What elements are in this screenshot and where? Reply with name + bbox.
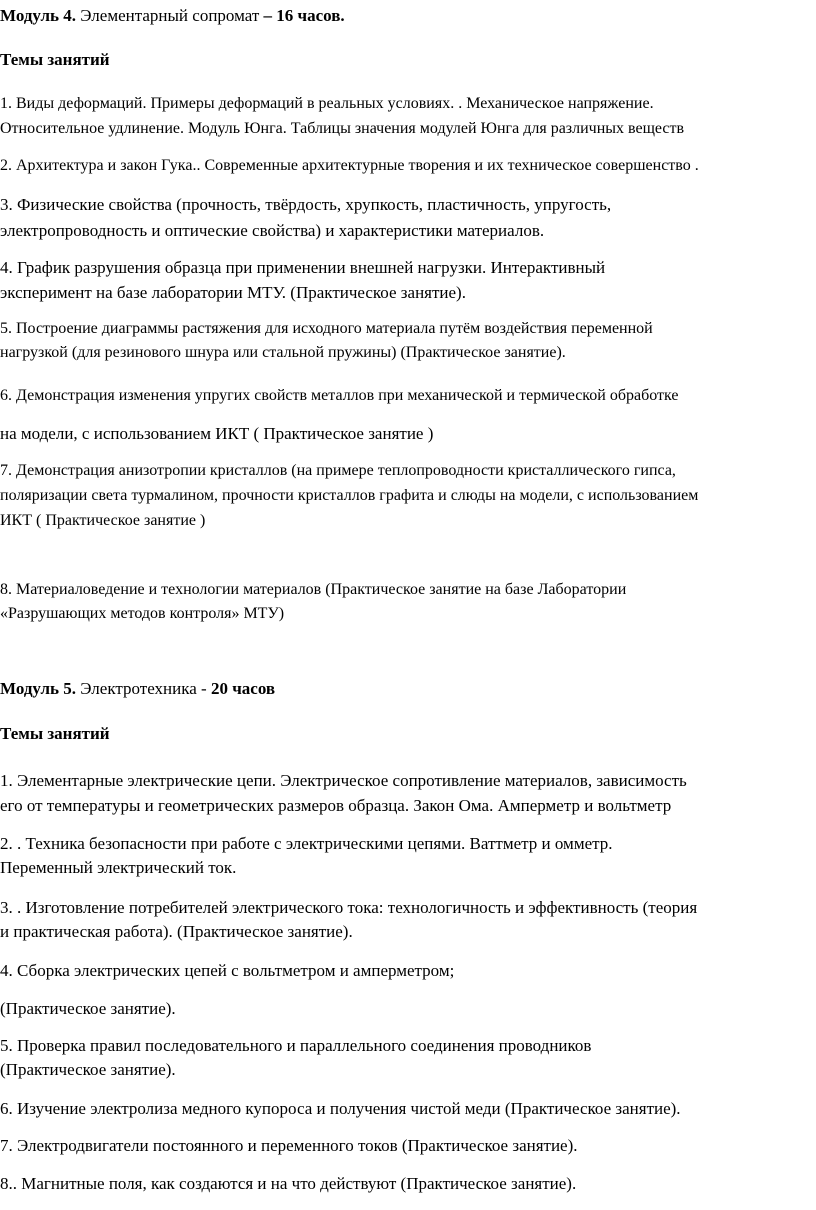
module4-title: Элементарный сопромат <box>76 6 264 25</box>
module4-topic-6-line-2: на модели, с использованием ИКТ ( Практическое занятие ) <box>0 424 434 443</box>
module5-hours: 20 часов <box>210 679 276 698</box>
module4-topic-4-line-2: эксперимент на базе лаборатории МТУ. (Практическое занятие). <box>0 283 466 302</box>
module4-hours: – 16 часов. <box>263 6 345 25</box>
module5-topic-6-line-1: 6. Изучение электролиза медного купороса и получения чистой меди (Практическое занятие). <box>0 1099 681 1118</box>
module5-topic-1-line-2: его от температуры и геометрических размеров образца. Закон Ома. Амперметр и вольтметр <box>0 796 672 815</box>
module5-topic-5-line-2: (Практическое занятие). <box>0 1060 176 1079</box>
module4-topic-4-line-1: 4. График разрушения образца при применении внешней нагрузки. Интерактивный <box>0 258 606 277</box>
module5-topic-2-line-2: Переменный электрический ток. <box>0 858 237 877</box>
module5-title: Электротехника - <box>76 679 211 698</box>
module4-topic-1-line-2: Относительное удлинение. Модуль Юнга. Таблицы значения модулей Юнга для различных веществ <box>0 120 685 137</box>
module4-topic-7-line-1: 7. Демонстрация анизотропии кристаллов (на примере теплопроводности кристаллического гипса, <box>0 462 676 479</box>
module5-topic-8-line-1: 8.. Магнитные поля, как создаются и на что действуют (Практическое занятие). <box>0 1174 577 1193</box>
module5-topic-1-line-1: 1. Элементарные электрические цепи. Электрическое сопротивление материалов, зависимость <box>0 771 687 790</box>
module5-topic-5-line-1: 5. Проверка правил последовательного и параллельного соединения проводников <box>0 1036 592 1055</box>
module4-topic-1-line-1: 1. Виды деформаций. Примеры деформаций в реальных условиях. . Механическое напряжение. <box>0 95 654 112</box>
module4-topics-title: Темы занятий <box>0 50 110 69</box>
module5-heading <box>0 680 275 697</box>
module5-topic-4-line-1: 4. Сборка электрических цепей с вольтметром и амперметром; <box>0 961 455 980</box>
module4-topic-7-line-3: ИКТ ( Практическое занятие ) <box>0 512 206 529</box>
module5-topic-3-line-2: и практическая работа). (Практическое занятие). <box>0 922 353 941</box>
module4-topic-7-line-2: поляризации света турмалином, прочности кристаллов графита и слюды на модели, с использованием <box>0 487 699 504</box>
module4-topic-5-line-1: 5. Построение диаграммы растяжения для исходного материала путём воздействия переменной <box>0 320 653 337</box>
module4-topic-3-line-2: электропроводность и оптические свойства) и характеристики материалов. <box>0 221 545 240</box>
module4-topic-2-line-1: 2. Архитектура и закон Гука.. Современные архитектурные творения и их техническое совершенство . <box>0 157 699 174</box>
module5-topic-4-line-2: (Практическое занятие). <box>0 999 176 1018</box>
module4-topic-8-line-2: «Разрушающих методов контроля» МТУ) <box>0 605 285 622</box>
module5-topic-7-line-1: 7. Электродвигатели постоянного и переменного токов (Практическое занятие). <box>0 1136 578 1155</box>
module5-topic-2-line-1: 2. . Техника безопасности при работе с электрическими цепями. Ваттметр и омметр. <box>0 834 613 853</box>
module4-topic-3-line-1: 3. Физические свойства (прочность, твёрдость, хрупкость, пластичность, упругость, <box>0 195 612 214</box>
module4-label: Модуль 4. <box>0 6 77 25</box>
module4-topic-6-line-1: 6. Демонстрация изменения упругих свойств металлов при механической и термической обработке <box>0 387 679 404</box>
module5-topic-3-line-1: 3. . Изготовление потребителей электрического тока: технологичность и эффективность (теория <box>0 898 698 917</box>
module4-heading <box>0 7 345 24</box>
module5-topics-title: Темы занятий <box>0 724 110 743</box>
module4-topic-8-line-1: 8. Материаловедение и технологии материалов (Практическое занятие на базе Лаборатории <box>0 581 627 598</box>
module5-label: Модуль 5. <box>0 679 77 698</box>
module4-topic-5-line-2: нагрузкой (для резинового шнура или стальной пружины) (Практическое занятие). <box>0 344 566 361</box>
